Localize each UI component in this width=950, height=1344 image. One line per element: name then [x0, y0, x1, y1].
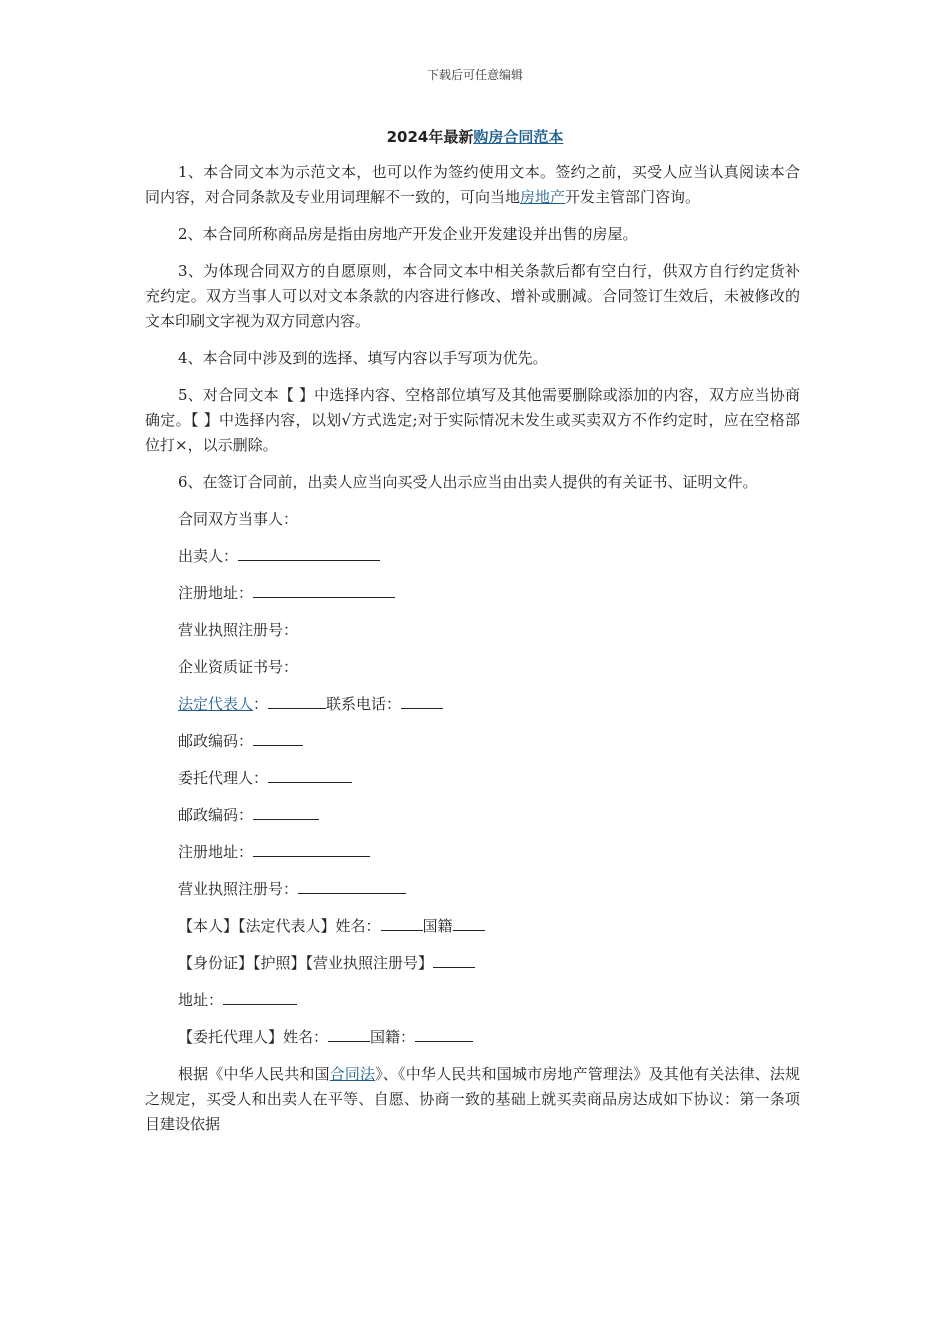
agent-name-blank[interactable] — [328, 1027, 370, 1042]
postcode2-label: 邮政编码： — [178, 806, 254, 824]
legal-rep-field — [145, 692, 800, 717]
agent-name-field — [145, 1025, 800, 1050]
p1-text-b: 开发主管部门咨询。 — [565, 188, 701, 206]
seller-field — [145, 544, 800, 569]
legal-rep-blank[interactable] — [268, 694, 326, 709]
legal-rep-link[interactable]: 法定代表人 — [178, 695, 254, 713]
postcode-label: 邮政编码： — [178, 732, 254, 750]
nationality2-label: 国籍： — [370, 1028, 416, 1046]
p1-text-a: 1、本合同文本为示范文本，也可以作为签约使用文本。签约之前，买受人应当认真阅读本合同内容，对合同条款及专业用词理解不一致的，可向当地 — [145, 163, 800, 206]
address-label: 地址： — [178, 991, 224, 1009]
paragraph-5: 5、对合同文本【 】中选择内容、空格部位填写及其他需要删除或添加的内容，双方应当协商确定。【 】中选择内容，以划√方式选定;对于实际情况未发生或买卖双方不作约定时，应在空格部位打×，以示删除。 — [145, 386, 800, 454]
self-rep-field — [145, 914, 800, 939]
document-title — [0, 126, 950, 147]
paragraph-2: 2、本合同所称商品房是指由房地产开发企业开发建设并出售的房屋。 — [178, 225, 638, 243]
license-no2-label: 营业执照注册号： — [178, 880, 299, 898]
postcode-blank[interactable] — [253, 731, 303, 746]
legal-rep-colon: ： — [253, 695, 269, 713]
title-prefix: 2024年最新 — [386, 128, 474, 146]
phone-label: 联系电话： — [326, 695, 402, 713]
paragraph-6: 6、在签订合同前，出卖人应当向买受人出示应当由出卖人提供的有关证书、证明文件。 — [178, 473, 758, 491]
address-field — [145, 988, 800, 1013]
agent-label: 委托代理人： — [178, 769, 269, 787]
license-no2-field — [145, 877, 800, 902]
id-types-blank[interactable] — [433, 953, 475, 968]
seller-label: 出卖人： — [178, 547, 239, 565]
agent-field — [145, 766, 800, 791]
closing-text-a: 根据《中华人民共和国 — [178, 1065, 330, 1083]
paragraph-3: 3、为体现合同双方的自愿原则，本合同文本中相关条款后都有空白行，供双方自行约定货补充约定。双方当事人可以对文本条款的内容进行修改、增补或删减。合同签订生效后，未被修改的文本印刷文字视为双方同意内容。 — [145, 262, 800, 330]
reg-addr2-blank[interactable] — [253, 842, 370, 857]
title-link[interactable]: 购房合同范本 — [473, 128, 564, 146]
closing-text-b: 》、《中华人民共和国城市房地产管理法》及其他有关法律、法规之规定，买受人和出卖人在平等、自愿、协商一致的基础上就买卖商品房达成如下协议：第一条项目建设依据 — [145, 1065, 800, 1133]
agent-blank[interactable] — [268, 768, 352, 783]
seller-blank[interactable] — [238, 546, 380, 561]
reg-addr2-label: 注册地址： — [178, 843, 254, 861]
nationality-label: 国籍 — [422, 917, 453, 935]
reg-addr2-field — [145, 840, 800, 865]
license-no2-blank[interactable] — [298, 879, 406, 894]
address-blank[interactable] — [223, 990, 297, 1005]
reg-addr-blank[interactable] — [253, 583, 395, 598]
reg-addr-field — [145, 581, 800, 606]
id-types-field — [145, 951, 800, 976]
postcode-field — [145, 729, 800, 754]
closing-paragraph — [145, 1062, 800, 1137]
parties-label: 合同双方当事人： — [178, 510, 299, 528]
reg-addr-label: 注册地址： — [178, 584, 254, 602]
document-body — [145, 160, 800, 1149]
id-types-label: 【身份证】【护照】【营业执照注册号】 — [178, 954, 434, 972]
postcode2-field — [145, 803, 800, 828]
nationality2-blank[interactable] — [415, 1027, 473, 1042]
paragraph-4: 4、本合同中涉及到的选择、填写内容以手写项为优先。 — [178, 349, 548, 367]
self-rep-blank[interactable] — [381, 916, 423, 931]
license-no-field: 营业执照注册号： — [178, 621, 299, 639]
self-rep-label: 【本人】【法定代表人】姓名： — [178, 917, 381, 935]
phone-blank[interactable] — [401, 694, 443, 709]
contract-law-link[interactable]: 合同法 — [329, 1065, 376, 1083]
paragraph-1 — [145, 160, 800, 210]
page-header: 下载后可任意编辑 — [426, 68, 523, 82]
postcode2-blank[interactable] — [253, 805, 319, 820]
cert-no-field: 企业资质证书号： — [178, 658, 299, 676]
real-estate-link[interactable]: 房地产 — [520, 188, 566, 206]
nationality-blank[interactable] — [453, 916, 485, 931]
agent-name-label: 【委托代理人】姓名： — [178, 1028, 329, 1046]
